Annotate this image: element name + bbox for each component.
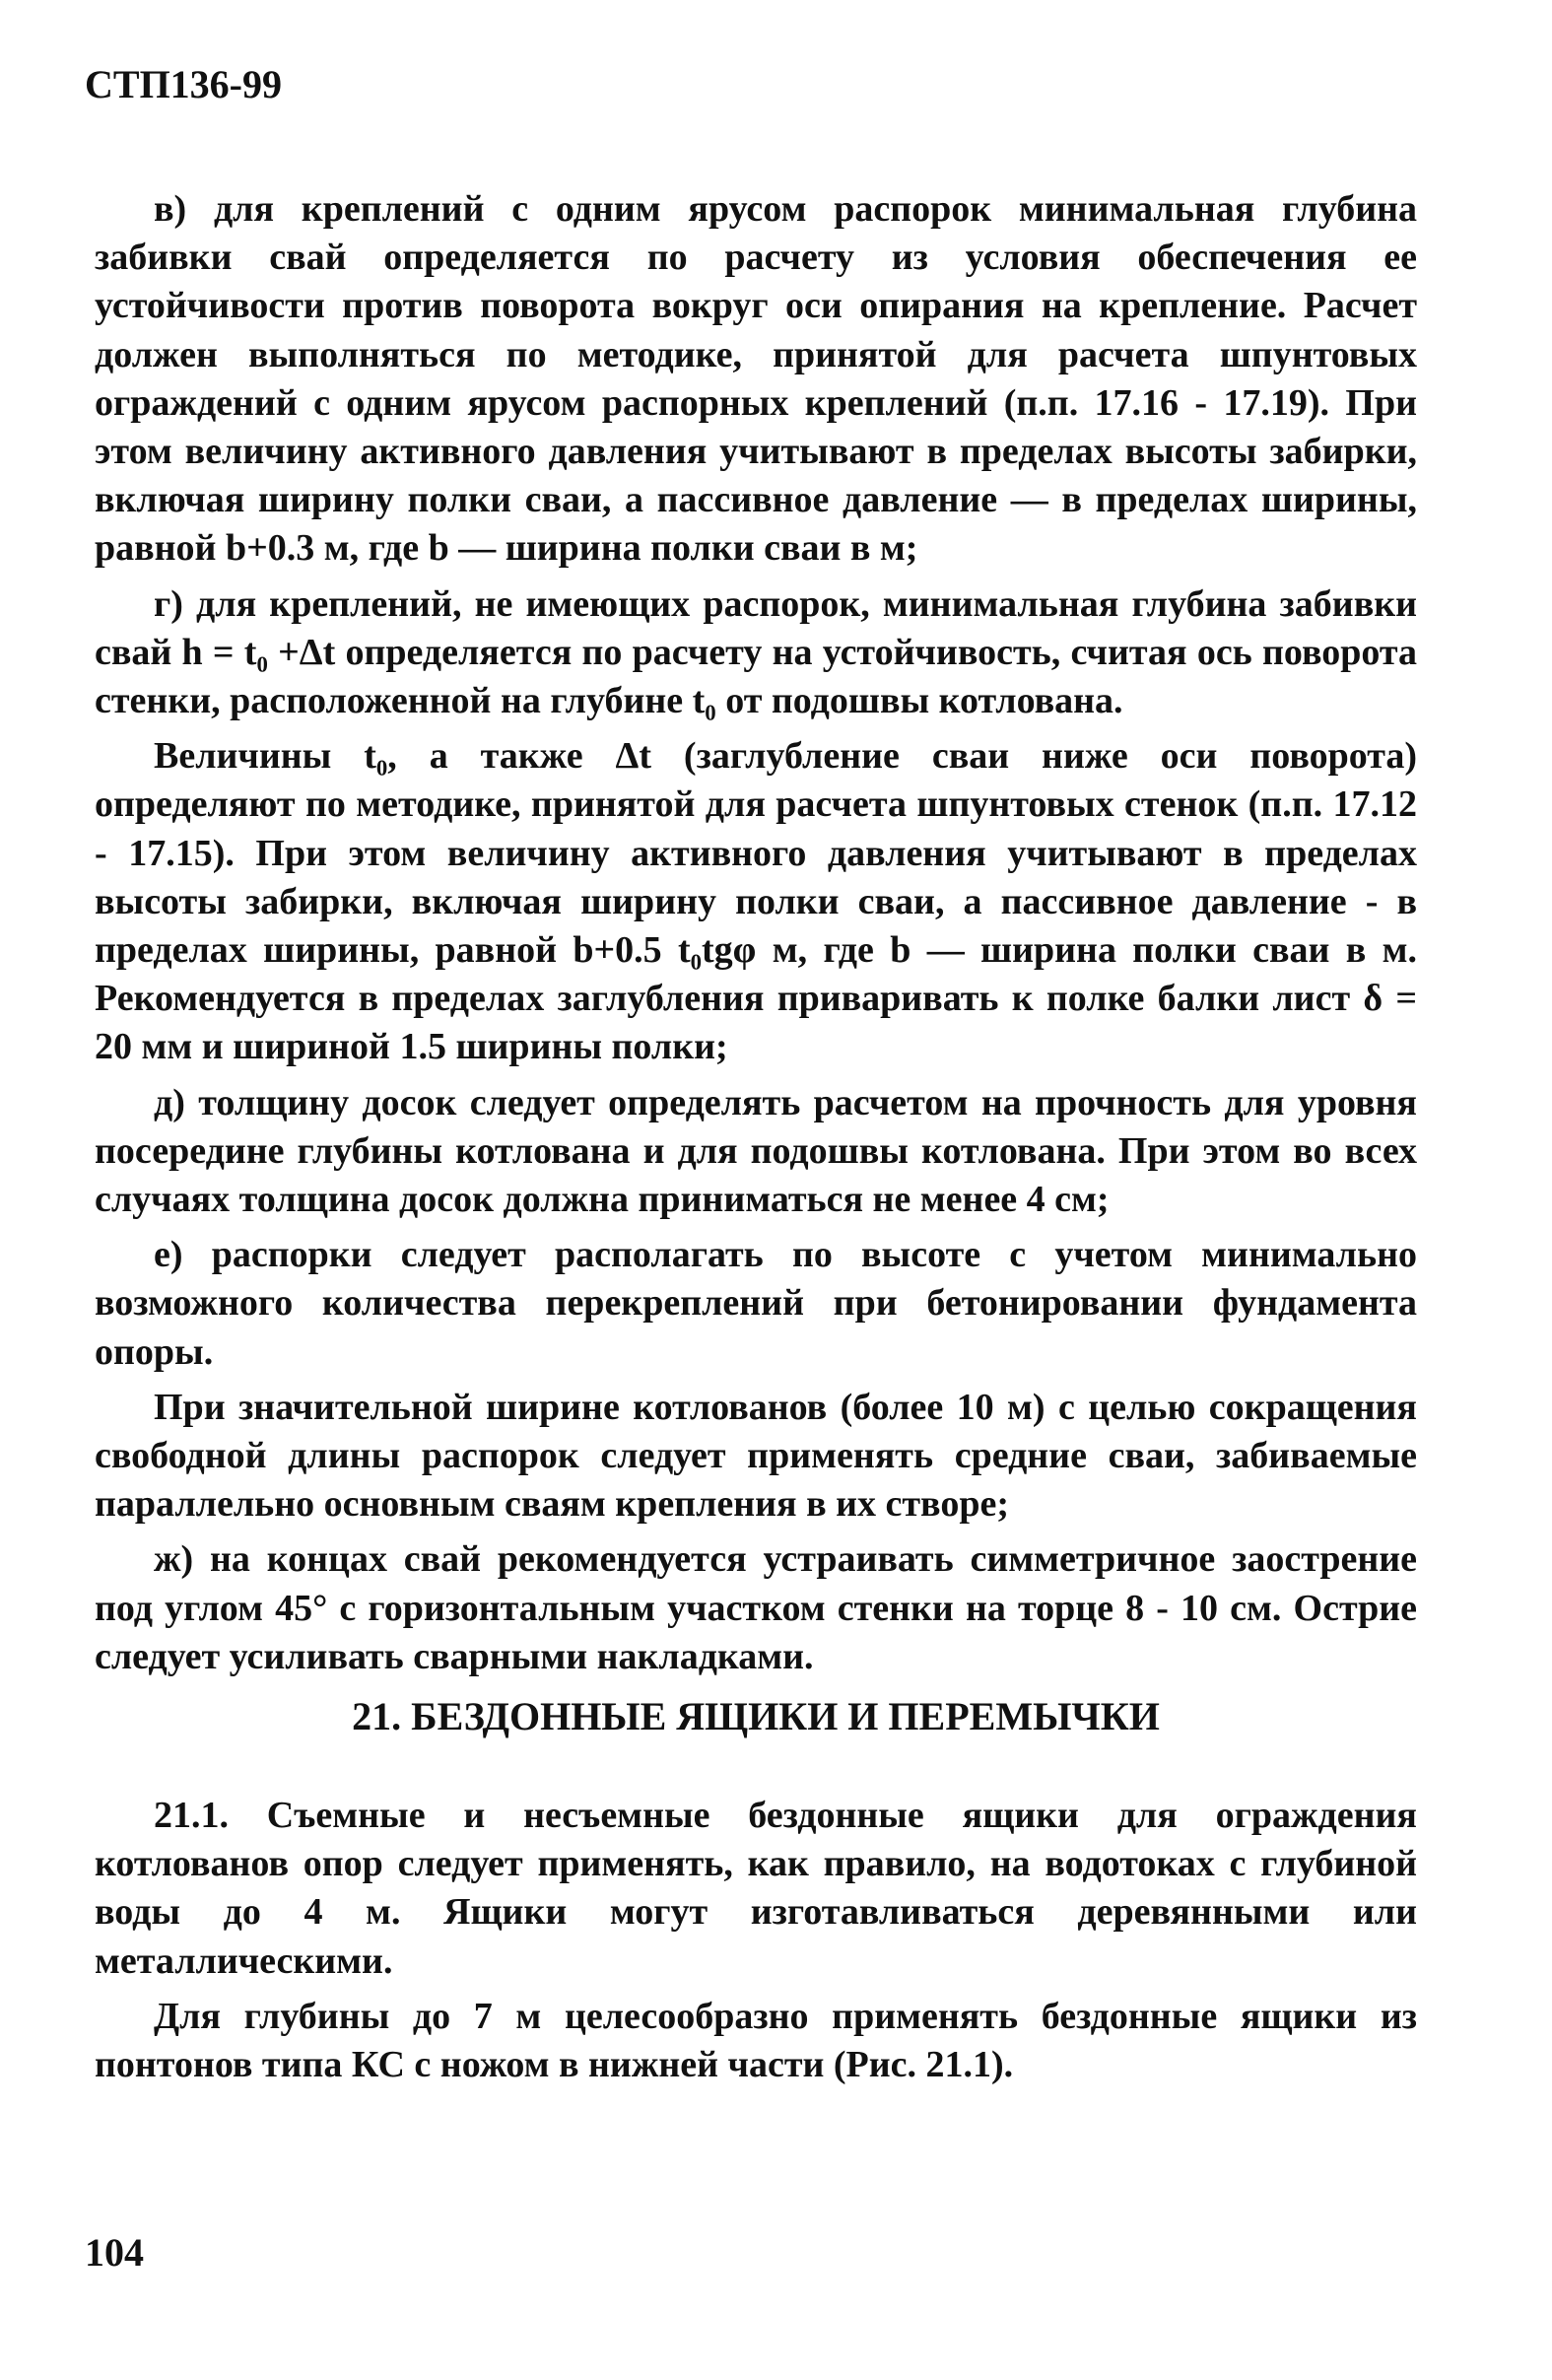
page-number: 104 <box>85 2230 144 2275</box>
paragraph-v: в) для креплений с одним ярусом распорок минимальная глубина забивки свай определяется по расчету из условия обеспечения ее устойчивости против поворота вокруг оси опирания на крепление. Расчет должен выполняться по методике, принятой для расчета шпунтовых ограждений с одним ярусом распорных креплений (п.п. 17.16 - 17.19). При этом величину активного давления учитывают в пределах высоты забирки, включая ширину полки сваи, а пассивное давление — в пределах ширины, равной b+0.3 м, где b — ширина полки сваи в м; <box>95 188 1417 570</box>
paragraph-wide-pits: При значительной ширине котлованов (более 10 м) с целью сокращения свободной длины распорок следует применять средние сваи, забиваемые параллельно основным сваям крепления в их створе; <box>95 1386 1417 1526</box>
paragraph-d: д) толщину досок следует определять расчетом на прочность для уровня посередине глубины котлована и для подошвы котлована. При этом во всех случаях толщина досок должна приниматься не менее 4 см; <box>95 1081 1417 1221</box>
paragraph-values-t0: Величины t₀, а также Δt (заглубление сваи ниже оси поворота) определяют по методике, принятой для расчета шпунтовых стенок (п.п. 17.12 - 17.15). При этом величину активного давления учитывают в пределах высоты забирки, включая ширину полки сваи, а пассивное давление - в пределах ширины, равной b+0.5 t₀tgφ м, где b — ширина полки сваи в м. Рекомендуется в пределах заглубления приваривать к полке балки лист δ = 20 мм и шириной 1.5 ширины полки; <box>95 735 1417 1068</box>
section-paragraph-21-1: 21.1. Съемные и несъемные бездонные ящики для ограждения котлованов опор следует применять, как правило, на водотоках с глубиной воды до 4 м. Ящики могут изготавливаться деревянными или металлическими. <box>95 1795 1417 1982</box>
section-text-block <box>95 1792 1417 2096</box>
paragraph-e: е) распорки следует располагать по высоте с учетом минимально возможного количества перекреплений при бетонировании фундамента опоры. <box>95 1234 1417 1373</box>
document-code-header: СТП136-99 <box>85 62 282 106</box>
paragraph-g: г) для креплений, не имеющих распорок, минимальная глубина забивки свай h = t₀ +Δt определяется по расчету на устойчивость, считая ось поворота стенки, расположенной на глубине t₀ от подошвы котлована. <box>95 582 1417 722</box>
section-title: 21. БЕЗДОННЫЕ ЯЩИКИ И ПЕРЕМЫЧКИ <box>352 1694 1160 1738</box>
main-text-block <box>95 185 1417 1688</box>
section-paragraph-depth-7m: Для глубины до 7 м целесообразно применять бездонные ящики из понтонов типа КС с ножом в нижней части (Рис. 21.1). <box>95 1995 1417 2086</box>
paragraph-zh: ж) на концах свай рекомендуется устраивать симметричное заострение под углом 45° с горизонтальным участком стенки на торце 8 - 10 см. Острие следует усиливать сварными накладками. <box>95 1538 1417 1677</box>
